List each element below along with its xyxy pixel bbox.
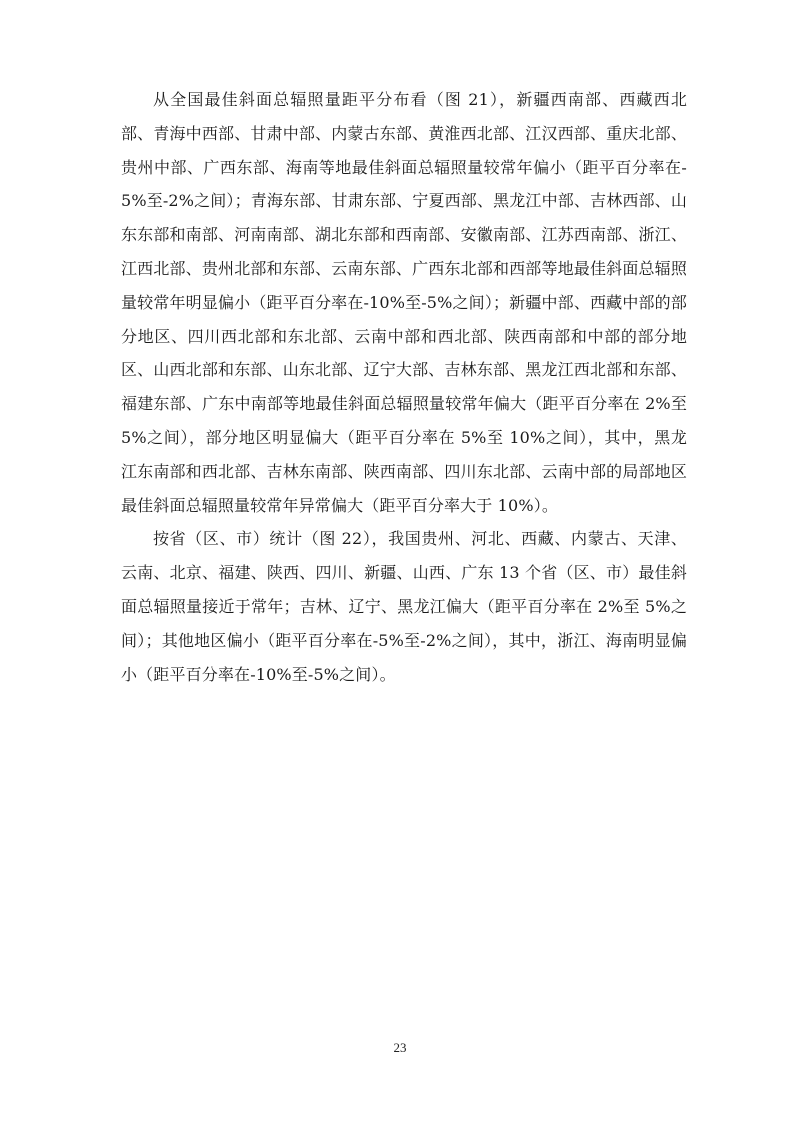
page-number: 23 <box>393 1040 407 1055</box>
body-text <box>121 83 687 691</box>
paragraph-1: 从全国最佳斜面总辐照量距平分布看（图 21），新疆西南部、西藏西北部、青海中西部、甘肃中部、内蒙古东部、黄淮西北部、江汉西部、重庆北部、贵州中部、广西东部、海南等地最佳斜面总辐照量较常年偏小（距平百分率在-5%至-2%之间）；青海东部、甘肃东部、宁夏西部、黑龙江中部、吉林西部、山东东部和南部、河南南部、湖北东部和西南部、安徽南部、江苏西南部、浙江、江西北部、贵州北部和东部、云南东部、广西东北部和西部等地最佳斜面总辐照量较常年明显偏小（距平百分率在-10%至-5%之间）；新疆中部、西藏中部的部分地区、四川西北部和东北部、云南中部和西北部、陕西南部和中部的部分地区、山西北部和东部、山东北部、辽宁大部、吉林东部、黑龙江西北部和东部、福建东部、广东中南部等地最佳斜面总辐照量较常年偏大（距平百分率在 2%至 5%之间），部分地区明显偏大（距平百分率在 5%至 10%之间），其中，黑龙江东南部和西北部、吉林东南部、陕西南部、四川东北部、云南中部的局部地区最佳斜面总辐照量较常年异常偏大（距平百分率大于 10%）。 <box>121 90 687 515</box>
paragraph-2: 按省（区、市）统计（图 22），我国贵州、河北、西藏、内蒙古、天津、云南、北京、福建、陕西、四川、新疆、山西、广东 13 个省（区、市）最佳斜面总辐照量接近于常年；吉林、辽宁、黑龙江偏大（距平百分率在 2%至 5%之间）；其他地区偏小（距平百分率在-5%至-2%之间），其中，浙江、海南明显偏小（距平百分率在-10%至-5%之间）。 <box>121 529 687 684</box>
